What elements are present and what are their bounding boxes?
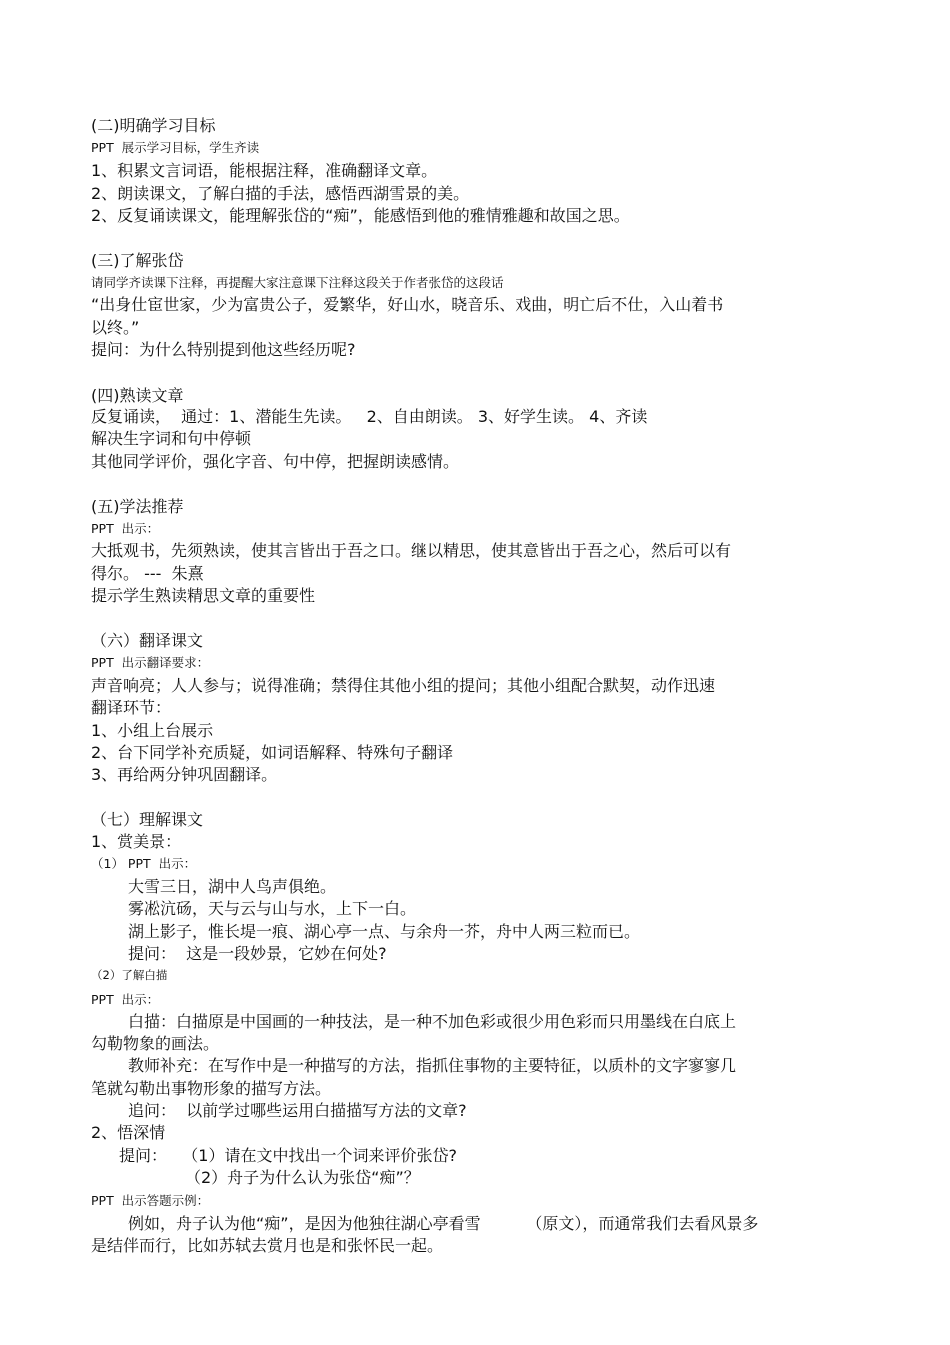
text-line: 教师补充：在写作中是一种描写的方法，指抓住事物的主要特征，以质朴的文字寥寥几 bbox=[128, 1056, 737, 1075]
text-line: 1、积累文言词语，能根据注释，准确翻译文章。 bbox=[91, 161, 438, 180]
text-line: （2）了解白描 bbox=[91, 968, 168, 982]
text-line: 湖上影子，惟长堤一痕、湖心亭一点、与余舟一芥，舟中人两三粒而已。 bbox=[128, 922, 641, 941]
text-line: 3、再给两分钟巩固翻译。 bbox=[91, 765, 278, 784]
text-line: 以终。” bbox=[91, 318, 140, 337]
text-line: 追问： 以前学过哪些运用白描描写方法的文章? bbox=[128, 1101, 467, 1120]
section-heading: (五)学法推荐 bbox=[91, 497, 184, 516]
text-line: PPT 出示： bbox=[91, 992, 160, 1007]
text-line: 2、反复诵读课文，能理解张岱的“痴”，能感悟到他的雅情雅趣和故国之思。 bbox=[91, 206, 630, 225]
text-line: 1、小组上台展示 bbox=[91, 721, 214, 740]
text-line: 提问：为什么特别提到他这些经历呢? bbox=[91, 340, 356, 359]
text-line: 反复诵读， 通过：1、潜能生先读。 2、自由朗读。 3、好学生读。 4、齐读 bbox=[91, 407, 648, 426]
text-line: 提问： 这是一段妙景，它妙在何处? bbox=[128, 944, 387, 963]
text-line: 大抵观书，先须熟读，使其言皆出于吾之口。继以精思，使其意皆出于吾之心，然后可以有 bbox=[91, 541, 732, 560]
section-heading: (三)了解张岱 bbox=[91, 251, 184, 270]
text-line: “出身仕宦世家，少为富贵公子，爱繁华，好山水，晓音乐、戏曲，明亡后不仕，入山着书 bbox=[91, 295, 724, 314]
section-heading: （七）理解课文 bbox=[91, 810, 204, 829]
section-heading: (四)熟读文章 bbox=[91, 386, 184, 405]
text-line: 解决生字词和句中停顿 bbox=[91, 429, 252, 448]
text-line: 2、悟深情 bbox=[91, 1123, 166, 1142]
text-line: 雾凇沆砀，天与云与山与水，上下一白。 bbox=[128, 899, 417, 918]
text-line: 其他同学评价，强化字音、句中停，把握朗读感情。 bbox=[91, 452, 460, 471]
text-line: 2、台下同学补充质疑，如词语解释、特殊句子翻译 bbox=[91, 743, 454, 762]
text-line: 例如，舟子认为他“痴”，是因为他独往湖心亭看雪 （原文），而通常我们去看风景多 bbox=[128, 1214, 759, 1233]
text-line: （1） PPT 出示： bbox=[91, 856, 197, 871]
text-line: 是结伴而行，比如苏轼去赏月也是和张怀民一起。 bbox=[91, 1236, 444, 1255]
text-line: 白描：白描原是中国画的一种技法，是一种不加色彩或很少用色彩而只用墨线在白底上 bbox=[128, 1012, 737, 1031]
section-heading: （六）翻译课文 bbox=[91, 631, 204, 650]
text-line: 2、朗读课文，了解白描的手法，感悟西湖雪景的美。 bbox=[91, 184, 470, 203]
text-line: 1、赏美景： bbox=[91, 832, 182, 851]
text-line: 大雪三日，湖中人鸟声俱绝。 bbox=[128, 877, 337, 896]
text-line: PPT 展示学习目标，学生齐读 bbox=[91, 140, 260, 155]
text-line: 提问： （1）请在文中找出一个词来评价张岱? bbox=[119, 1146, 457, 1165]
text-line: 得尔。 --- 朱熹 bbox=[91, 564, 204, 583]
text-line: PPT 出示： bbox=[91, 521, 160, 536]
text-line: 翻译环节： bbox=[91, 698, 172, 717]
text-line: 提示学生熟读精思文章的重要性 bbox=[91, 586, 316, 605]
section-heading: (二)明确学习目标 bbox=[91, 116, 216, 135]
text-line: 笔就勾勒出事物形象的描写方法。 bbox=[91, 1079, 332, 1098]
text-line: PPT 出示翻译要求： bbox=[91, 655, 210, 670]
text-line: 请同学齐读课下注释，再提醒大家注意课下注释这段关于作者张岱的这段话 bbox=[91, 275, 504, 290]
text-line: PPT 出示答题示例： bbox=[91, 1193, 210, 1208]
text-line: 声音响亮；人人参与；说得准确；禁得住其他小组的提问；其他小组配合默契，动作迅速 bbox=[91, 676, 716, 695]
text-line: （2）舟子为什么认为张岱“痴”？ bbox=[185, 1168, 420, 1187]
text-line: 勾勒物象的画法。 bbox=[91, 1034, 220, 1053]
